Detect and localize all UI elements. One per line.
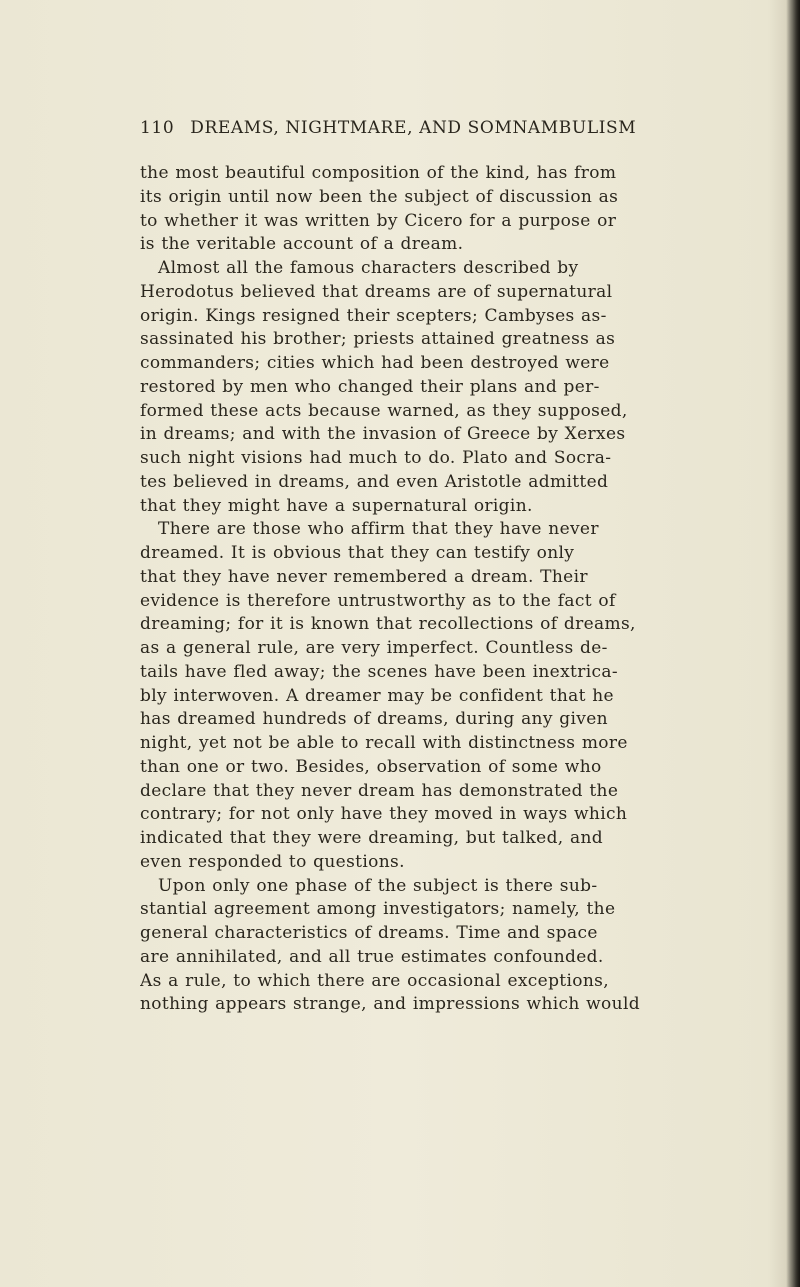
text-line: indicated that they were dreaming, but talked, and — [140, 828, 604, 848]
text-line: evidence is therefore untrustworthy as to the fact of — [140, 590, 616, 611]
text-line: tails have fled away; the scenes have been inextrica- — [140, 661, 618, 682]
text-line: nothing appears strange, and impressions which would — [140, 994, 640, 1015]
text-line: night, yet not be able to recall with distinctness more — [140, 733, 628, 753]
text-line: dreamed. It is obvious that they can testify only — [140, 543, 575, 563]
text-line: tes believed in dreams, and even Aristotle admitted — [140, 471, 609, 492]
text-line: in dreams; and with the invasion of Greece by Xerxes — [140, 424, 626, 445]
text-line: is the veritable account of a dream. — [140, 234, 464, 255]
page-edge-shadow — [786, 0, 800, 1287]
page-number: 110 — [140, 118, 175, 138]
paragraph-start-line: There are those who affirm that they have never — [158, 519, 599, 540]
text-line: the most beautiful composition of the kind, has from — [140, 163, 617, 183]
text-line: bly interwoven. A dreamer may be confident that he — [140, 685, 614, 706]
text-line: sassinated his brother; priests attained greatness as — [140, 329, 616, 350]
text-line: declare that they never dream has demonstrated the — [140, 780, 619, 801]
text-line: general characteristics of dreams. Time and space — [140, 923, 598, 943]
paragraph-start-line: Almost all the famous characters described by — [158, 258, 579, 278]
text-line: formed these acts because warned, as they supposed, — [140, 400, 628, 421]
text-line: stantial agreement among investigators; namely, the — [140, 899, 616, 920]
text-line: even responded to questions. — [140, 851, 405, 872]
text-line: has dreamed hundreds of dreams, during any given — [140, 709, 608, 730]
text-line: commanders; cities which had been destroyed were — [140, 353, 610, 373]
text-line: its origin until now been the subject of discussion as — [140, 186, 619, 207]
text-line: are annihilated, and all true estimates confounded. — [140, 946, 604, 967]
running-head — [140, 118, 700, 148]
text-line: to whether it was written by Cicero for a purpose or — [140, 210, 617, 231]
text-line: that they have never remembered a dream. Their — [140, 566, 588, 587]
text-line: As a rule, to which there are occasional exceptions, — [140, 970, 609, 991]
text-line: than one or two. Besides, observation of some who — [140, 756, 602, 777]
text-line: that they might have a supernatural origin. — [140, 495, 533, 516]
text-line: dreaming; for it is known that recollections of dreams, — [140, 614, 636, 635]
text-line: such night visions had much to do. Plato and Socra- — [140, 448, 612, 468]
text-line: as a general rule, are very imperfect. Countless de- — [140, 638, 608, 658]
text-line: restored by men who changed their plans and per- — [140, 376, 600, 397]
text-line: Herodotus believed that dreams are of supernatural — [140, 281, 613, 302]
running-head-title: DREAMS, NIGHTMARE, AND SOMNAMBULISM — [190, 118, 637, 138]
paragraph-start-line: Upon only one phase of the subject is there sub- — [158, 875, 598, 896]
text-line: origin. Kings resigned their scepters; Cambyses as- — [140, 305, 607, 326]
body-text — [140, 162, 730, 1017]
text-line: contrary; for not only have they moved in ways which — [140, 804, 628, 825]
